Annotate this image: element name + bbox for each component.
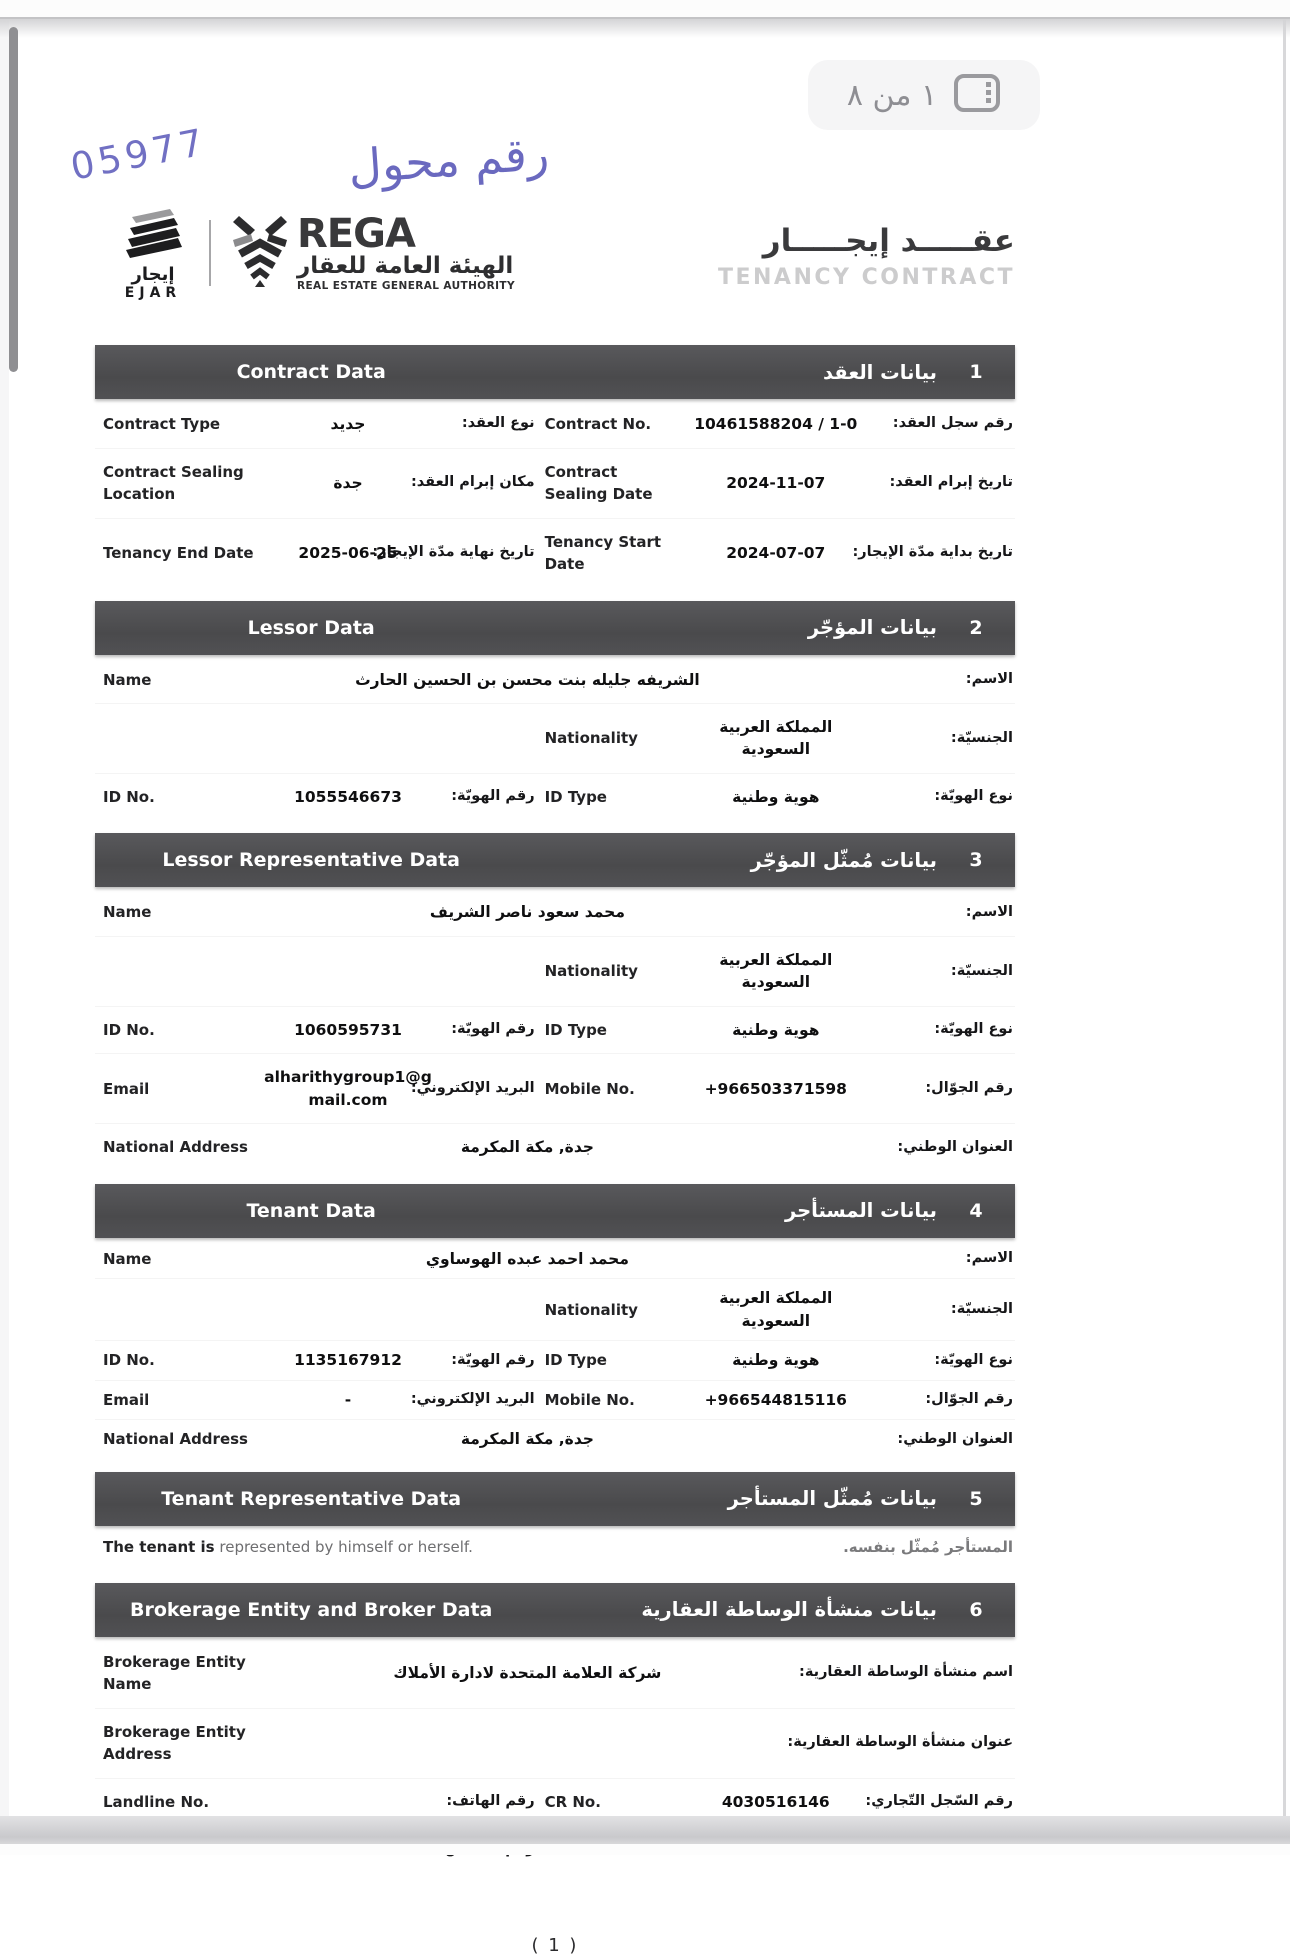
field-value: +966544815116 <box>704 1390 847 1409</box>
field-value: alharithygroup1@gmail.com <box>264 1068 432 1109</box>
section-title-ar: بيانات العقد <box>823 360 937 384</box>
scrollbar-thumb[interactable] <box>9 27 18 372</box>
page-indicator-label: ١ من ٨ <box>846 77 938 113</box>
contract-section <box>95 1184 1015 1465</box>
page-number-footer: ( 1 ) <box>531 1934 579 1956</box>
field-label-ar: رقم الهاتف: <box>446 1793 535 1810</box>
field-value: المملكة العربية السعودية <box>719 950 833 992</box>
field-label-ar: تاريخ بداية مدّة الإيجار: <box>852 544 1013 561</box>
field-label-en: National Address <box>103 1138 248 1157</box>
section-rows <box>95 655 1015 827</box>
field-label-en: Tenancy End Date <box>103 543 254 562</box>
field-value: هوية وطنية <box>732 787 820 806</box>
section-rows <box>95 887 1015 1176</box>
field-row <box>95 449 1015 519</box>
field-label-ar: نوع الهويّة: <box>934 1351 1013 1368</box>
section-header-bar <box>95 1583 1015 1637</box>
document-header <box>95 203 1015 303</box>
ejar-arabic-label: إيجار <box>131 263 175 285</box>
viewer-bottom-strip <box>0 1844 1290 1855</box>
field-label-ar: الجنسيّة: <box>950 962 1013 979</box>
field-row <box>95 704 1015 774</box>
field-label-en: Contract Type <box>103 415 221 433</box>
field-row <box>95 1279 1015 1341</box>
section-title-ar: بيانات المستأجر <box>784 1199 937 1223</box>
field-label-ar: نوع الهويّة: <box>934 788 1013 805</box>
field-value: 2025-06-25 <box>298 543 398 562</box>
viewer-toolbar-shadow <box>0 19 1290 41</box>
scanned-contract-page <box>18 21 1284 1956</box>
field-label-ar: الاسم: <box>965 1250 1013 1267</box>
field-label-en: ID No. <box>103 1351 155 1370</box>
field-label-ar: عنوان منشأة الوساطة العقارية: <box>787 1734 1013 1751</box>
field-label-en: Name <box>103 1249 152 1268</box>
field-value: - <box>344 1390 352 1409</box>
field-row <box>95 774 1015 821</box>
field-label-en: Landline No. <box>103 1792 210 1811</box>
field-value: المملكة العربية السعودية <box>719 1289 833 1330</box>
field-label-en: Name <box>103 903 152 922</box>
field-value: المملكة العربية السعودية <box>719 718 833 759</box>
field-row <box>95 1709 1015 1779</box>
section-header-bar <box>95 345 1015 399</box>
field-row <box>95 657 1015 705</box>
viewer-top-divider <box>0 17 1290 19</box>
field-label-en: ID No. <box>103 1020 155 1039</box>
field-label-en: Email <box>103 1079 150 1098</box>
note-row <box>95 1528 1015 1570</box>
section-number: 4 <box>969 1199 983 1222</box>
field-value: 1055546673 <box>294 787 402 806</box>
rega-logo-icon <box>231 214 289 292</box>
document-title-arabic: عقـــــد إيجـــــار <box>762 222 1015 259</box>
rega-logo <box>231 211 515 293</box>
field-label-ar: الجنسيّة: <box>950 729 1013 746</box>
section-number: 2 <box>969 616 983 639</box>
thumbnail-sidebar-icon <box>953 73 1001 117</box>
field-value: 1060595731 <box>294 1020 402 1039</box>
field-value: 1135167912 <box>294 1351 402 1370</box>
field-label-en: Mobile No. <box>544 1390 635 1409</box>
field-row <box>95 1420 1015 1459</box>
field-label-ar: رقم الهويّة: <box>451 1021 535 1038</box>
field-value: الشريفه جليله بنت محسن بن الحسين الحارث <box>355 670 700 689</box>
field-label-ar: رقم سجل العقد: <box>892 415 1013 432</box>
handwritten-number: 05977 <box>67 120 211 189</box>
viewer-top-strip <box>0 0 1290 17</box>
document-title-english: TENANCY CONTRACT <box>717 264 1015 290</box>
contract-section <box>95 601 1015 827</box>
field-label-en: ID No. <box>103 787 155 806</box>
field-label-ar: العنوان الوطني: <box>897 1138 1013 1155</box>
field-label-en: Contract Sealing Location <box>103 462 244 503</box>
rega-english-name: REAL ESTATE GENERAL AUTHORITY <box>297 280 515 293</box>
page-bottom-edge <box>0 1816 1290 1844</box>
handwritten-note: رقم محول <box>346 126 551 194</box>
viewer-left-gutter <box>0 19 9 1855</box>
field-row <box>95 1240 1015 1280</box>
section-title-en: Contract Data <box>236 361 386 383</box>
ejar-latin-label: EJAR <box>124 284 182 301</box>
field-label-ar: رقم الجوّال: <box>925 1391 1013 1408</box>
field-label-en: Contract No. <box>544 415 652 433</box>
field-label-en: ID Type <box>544 787 607 806</box>
field-value: جدة, مكة المكرمة <box>460 1430 594 1449</box>
field-label-ar: العنوان الوطني: <box>897 1430 1013 1447</box>
field-label-ar: رقم الهويّة: <box>451 788 535 805</box>
section-rows <box>95 1526 1015 1576</box>
contract-section <box>95 833 1015 1176</box>
section-title-en: Tenant Data <box>246 1199 376 1222</box>
section-title-ar: بيانات مُمثّل المؤجّر <box>750 848 937 872</box>
rega-arabic-name: الهيئة العامة للعقار <box>297 252 514 279</box>
field-row <box>95 1124 1015 1171</box>
note-text-ar: المستأجر مُمثّل بنفسه. <box>843 1537 1013 1556</box>
section-header-bar <box>95 1184 1015 1238</box>
contract-section <box>95 345 1015 594</box>
field-row <box>95 889 1015 937</box>
note-en-rest: represented by himself or herself. <box>219 1537 473 1556</box>
section-header-bar <box>95 833 1015 887</box>
field-row <box>95 401 1015 449</box>
field-label-ar: البريد الإلكتروني: <box>410 1391 535 1408</box>
field-value: محمد سعود ناصر الشريف <box>429 903 625 922</box>
field-value: +966503371598 <box>704 1079 847 1098</box>
section-rows <box>95 1238 1015 1465</box>
field-row <box>95 1381 1015 1421</box>
field-label-en: Name <box>103 670 152 689</box>
field-label-en: Contract Sealing Date <box>544 462 653 503</box>
section-number: 1 <box>969 361 983 383</box>
field-label-en: Nationality <box>544 962 638 981</box>
field-value: 10461588204 / 1-0 <box>694 415 858 434</box>
field-value: 2024-11-07 <box>726 473 826 492</box>
field-label-ar: مكان إبرام العقد: <box>411 474 535 491</box>
section-title-ar: بيانات المؤجّر <box>807 616 937 639</box>
field-label-ar: رقم الهويّة: <box>451 1351 535 1368</box>
section-number: 3 <box>969 849 983 872</box>
field-label-en: Email <box>103 1390 150 1409</box>
field-value: هوية وطنية <box>732 1351 820 1370</box>
logo-divider <box>209 220 211 286</box>
section-title-en: Brokerage Entity and Broker Data <box>130 1598 493 1621</box>
note-text-en <box>95 1538 473 1556</box>
section-header-bar <box>95 601 1015 655</box>
section-title-en: Lessor Representative Data <box>162 849 461 872</box>
page-right-edge <box>1283 19 1286 1819</box>
field-row <box>95 1341 1015 1381</box>
field-label-en: ID Type <box>544 1351 607 1370</box>
page-indicator-pill[interactable] <box>808 60 1040 130</box>
field-label-en: Tenancy Start Date <box>544 532 662 573</box>
section-title-ar: بيانات مُمثّل المستأجر <box>727 1487 937 1511</box>
field-label-ar: البريد الإلكتروني: <box>410 1079 535 1096</box>
section-title-en: Lessor Data <box>247 616 375 639</box>
field-label-ar: رقم الجوّال: <box>925 1079 1013 1096</box>
field-value: محمد احمد عبده الهوساوي <box>425 1249 629 1268</box>
field-label-en: Mobile No. <box>544 1079 635 1098</box>
field-value: جدة <box>333 473 363 492</box>
contract-sections <box>95 345 1015 1879</box>
field-label-en: Brokerage Entity Address <box>103 1722 246 1764</box>
section-number: 5 <box>969 1487 983 1510</box>
field-label-ar: نوع الهويّة: <box>934 1021 1013 1038</box>
rega-name: REGA <box>297 211 415 257</box>
field-value: 2024-07-07 <box>726 543 826 562</box>
field-value: هوية وطنية <box>732 1020 820 1039</box>
section-rows <box>95 399 1015 594</box>
contract-section <box>95 1472 1015 1576</box>
note-en-strong: The tenant is <box>103 1537 215 1556</box>
field-value: جديد <box>330 415 366 434</box>
field-label-ar: الجنسيّة: <box>950 1300 1013 1317</box>
section-header-bar <box>95 1472 1015 1526</box>
field-row <box>95 519 1015 588</box>
field-label-ar: نوع العقد: <box>461 415 535 432</box>
field-row <box>95 937 1015 1007</box>
field-label-en: Brokerage Entity Name <box>103 1652 246 1694</box>
field-row <box>95 1054 1015 1124</box>
field-label-ar: اسم منشأة الوساطة العقارية: <box>799 1664 1013 1681</box>
field-label-ar: تاريخ نهاية مدّة الإيجار: <box>372 544 535 561</box>
field-label-en: National Address <box>103 1430 248 1449</box>
field-label-en: Nationality <box>544 1300 638 1319</box>
section-title-en: Tenant Representative Data <box>161 1487 462 1510</box>
field-label-ar: رقم السّجل التّجاري: <box>865 1793 1013 1810</box>
ejar-logo-icon <box>118 206 188 262</box>
field-label-en: Nationality <box>544 729 638 748</box>
field-label-ar: تاريخ إبرام العقد: <box>889 474 1013 491</box>
field-value: 4030516146 <box>721 1792 830 1811</box>
field-row <box>95 1007 1015 1055</box>
section-title-ar: بيانات منشأة الوساطة العقارية <box>641 1598 937 1622</box>
field-value: جدة, مكة المكرمة <box>460 1138 594 1157</box>
field-row <box>95 1639 1015 1709</box>
field-label-ar: الاسم: <box>965 670 1013 687</box>
section-number: 6 <box>969 1598 983 1621</box>
ejar-logo <box>107 206 199 301</box>
field-label-en: ID Type <box>544 1020 607 1039</box>
field-label-ar: الاسم: <box>965 903 1013 920</box>
field-value: شركة العلامة المتحدة لادارة الأملاك <box>393 1664 662 1683</box>
field-label-en: CR No. <box>544 1792 601 1811</box>
